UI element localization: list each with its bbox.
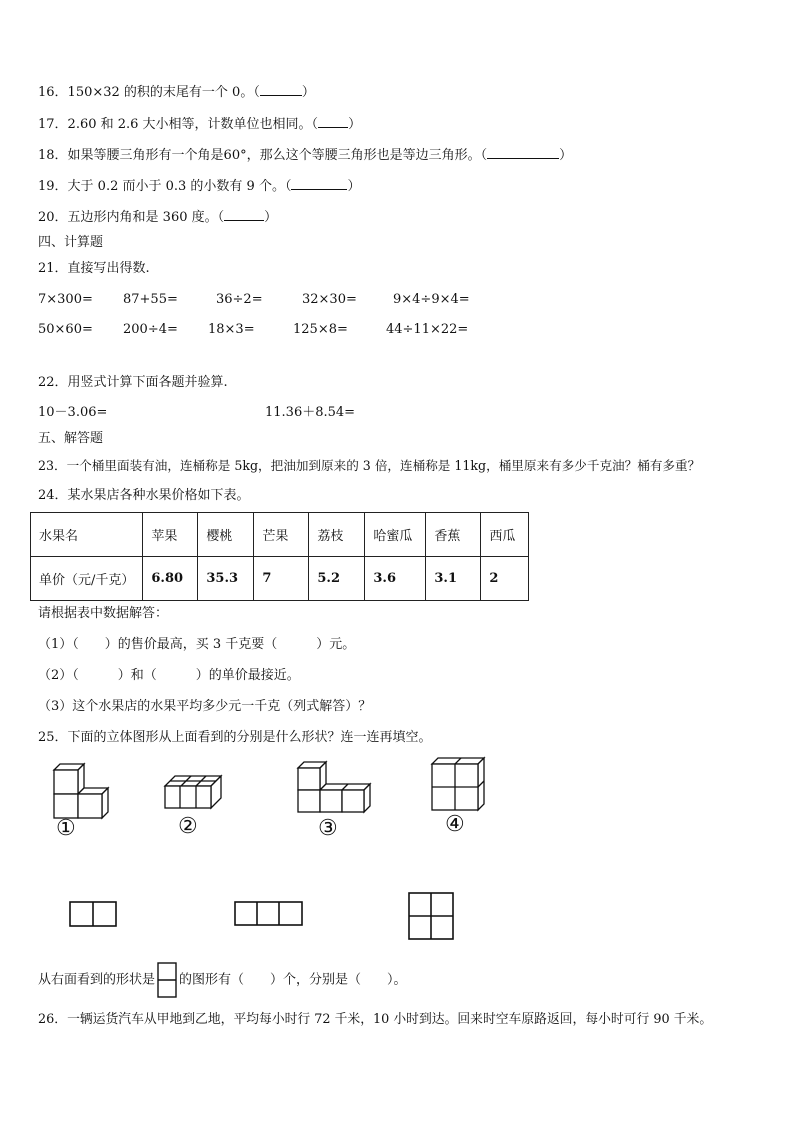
table-cell: 荔枝 <box>309 513 365 557</box>
solid-figure-3 <box>296 760 372 816</box>
table-cell: 苹果 <box>143 513 198 557</box>
calc-item: 125×8= <box>293 322 348 337</box>
table-cell: 哈蜜瓜 <box>365 513 426 557</box>
figure-label-3: ③ <box>318 816 338 841</box>
question-18 <box>38 145 572 165</box>
question-24-part1: （1）（ ）的售价最高，买 3 千克要（ ）元。 <box>38 637 356 652</box>
question-19 <box>38 176 360 196</box>
question-16 <box>38 82 315 102</box>
right-view-shape-icon <box>157 962 177 998</box>
paren-close: ） <box>559 148 573 163</box>
paren-close: ） <box>301 85 315 100</box>
table-row <box>31 557 529 601</box>
question-24-part2: （2）（ ）和（ ）的单价最接近。 <box>38 668 300 683</box>
table-cell: 西瓜 <box>481 513 529 557</box>
top-view-three-squares[interactable] <box>234 901 303 926</box>
table-cell: 3.6 <box>365 557 426 601</box>
answer-blank[interactable] <box>224 207 264 221</box>
section-heading-calc: 四、计算题 <box>38 235 104 250</box>
paren-close: ） <box>264 210 278 225</box>
table-cell: 3.1 <box>426 557 481 601</box>
table-cell: 单价（元/千克） <box>31 557 143 601</box>
figure-label-1: ① <box>56 816 76 841</box>
question-24-part3: （3）这个水果店的水果平均多少元一千克（列式解答）？ <box>38 699 372 714</box>
question-18-text: 18．如果等腰三角形有一个角是60°，那么这个等腰三角形也是等边三角形。（ <box>38 148 488 163</box>
calc-item: 7×300= <box>38 292 93 307</box>
top-view-four-squares[interactable] <box>408 892 454 940</box>
question-24: 24．某水果店各种水果价格如下表。 <box>38 488 250 503</box>
question-17-text: 17．2.60 和 2.6 大小相等，计数单位也相同。（ <box>38 117 319 132</box>
question-26: 26．一辆运货汽车从甲地到乙地，平均每小时行 72 千米，10 小时到达。回来时空车原路返回，每小时可行 90 千米。 <box>38 1012 713 1027</box>
figure-label-4: ④ <box>445 812 465 837</box>
question-22: 22．用竖式计算下面各题并验算. <box>38 375 228 390</box>
table-cell: 6.80 <box>143 557 198 601</box>
question-24-intro: 请根据表中数据解答： <box>38 606 169 621</box>
paren-close: ） <box>347 179 361 194</box>
table-header-row <box>31 513 529 557</box>
question-25: 25．下面的立体图形从上面看到的分别是什么形状？连一连再填空。 <box>38 730 432 745</box>
solid-figure-4 <box>430 756 486 812</box>
table-cell: 5.2 <box>309 557 365 601</box>
table-cell: 水果名 <box>31 513 143 557</box>
fruit-price-table <box>30 512 529 601</box>
answer-blank[interactable] <box>487 145 559 159</box>
table-cell: 35.3 <box>198 557 254 601</box>
calc-item: 50×60= <box>38 322 93 337</box>
calc-item: 44÷11×22= <box>386 322 469 337</box>
question-23: 23．一个桶里面装有油，连桶称是 5kg，把油加到原来的 3 倍，连桶称是 11kg，桶里原来有多少千克油？桶有多重？ <box>38 458 701 473</box>
question-16-text: 16．150×32 的积的末尾有一个 0。（ <box>38 85 260 100</box>
calc-item: 18×3= <box>208 322 255 337</box>
answer-blank[interactable] <box>291 176 347 190</box>
top-view-two-squares[interactable] <box>69 901 117 927</box>
question-25-fill <box>38 962 407 998</box>
table-cell: 香蕉 <box>426 513 481 557</box>
calc-item: 200÷4= <box>123 322 178 337</box>
vertical-calc-a: 10－3.06= <box>38 405 108 420</box>
figure-label-2: ② <box>178 814 198 839</box>
table-cell: 2 <box>481 557 529 601</box>
question-21: 21．直接写出得数. <box>38 261 150 276</box>
solid-figure-2 <box>163 772 223 816</box>
question-25-fill-a: 从右面看到的形状是 <box>38 972 156 988</box>
answer-blank[interactable] <box>318 114 348 128</box>
question-19-text: 19．大于 0.2 而小于 0.3 的小数有 9 个。（ <box>38 179 292 194</box>
table-cell: 7 <box>254 557 309 601</box>
question-25-fill-b: 的图形有（ ）个，分别是（ ）。 <box>179 972 407 988</box>
vertical-calc-b: 11.36＋8.54= <box>265 405 356 420</box>
answer-blank[interactable] <box>260 82 302 96</box>
calc-item: 36÷2= <box>216 292 263 307</box>
calc-item: 32×30= <box>302 292 357 307</box>
calc-item: 9×4÷9×4= <box>393 292 470 307</box>
paren-close: ） <box>348 117 362 132</box>
question-20-text: 20．五边形内角和是 360 度。（ <box>38 210 225 225</box>
question-20 <box>38 207 277 227</box>
calc-item: 87+55= <box>123 292 178 307</box>
question-17 <box>38 114 361 134</box>
table-cell: 芒果 <box>254 513 309 557</box>
section-heading-solve: 五、解答题 <box>38 431 104 446</box>
table-cell: 樱桃 <box>198 513 254 557</box>
solid-figure-1 <box>50 760 110 820</box>
